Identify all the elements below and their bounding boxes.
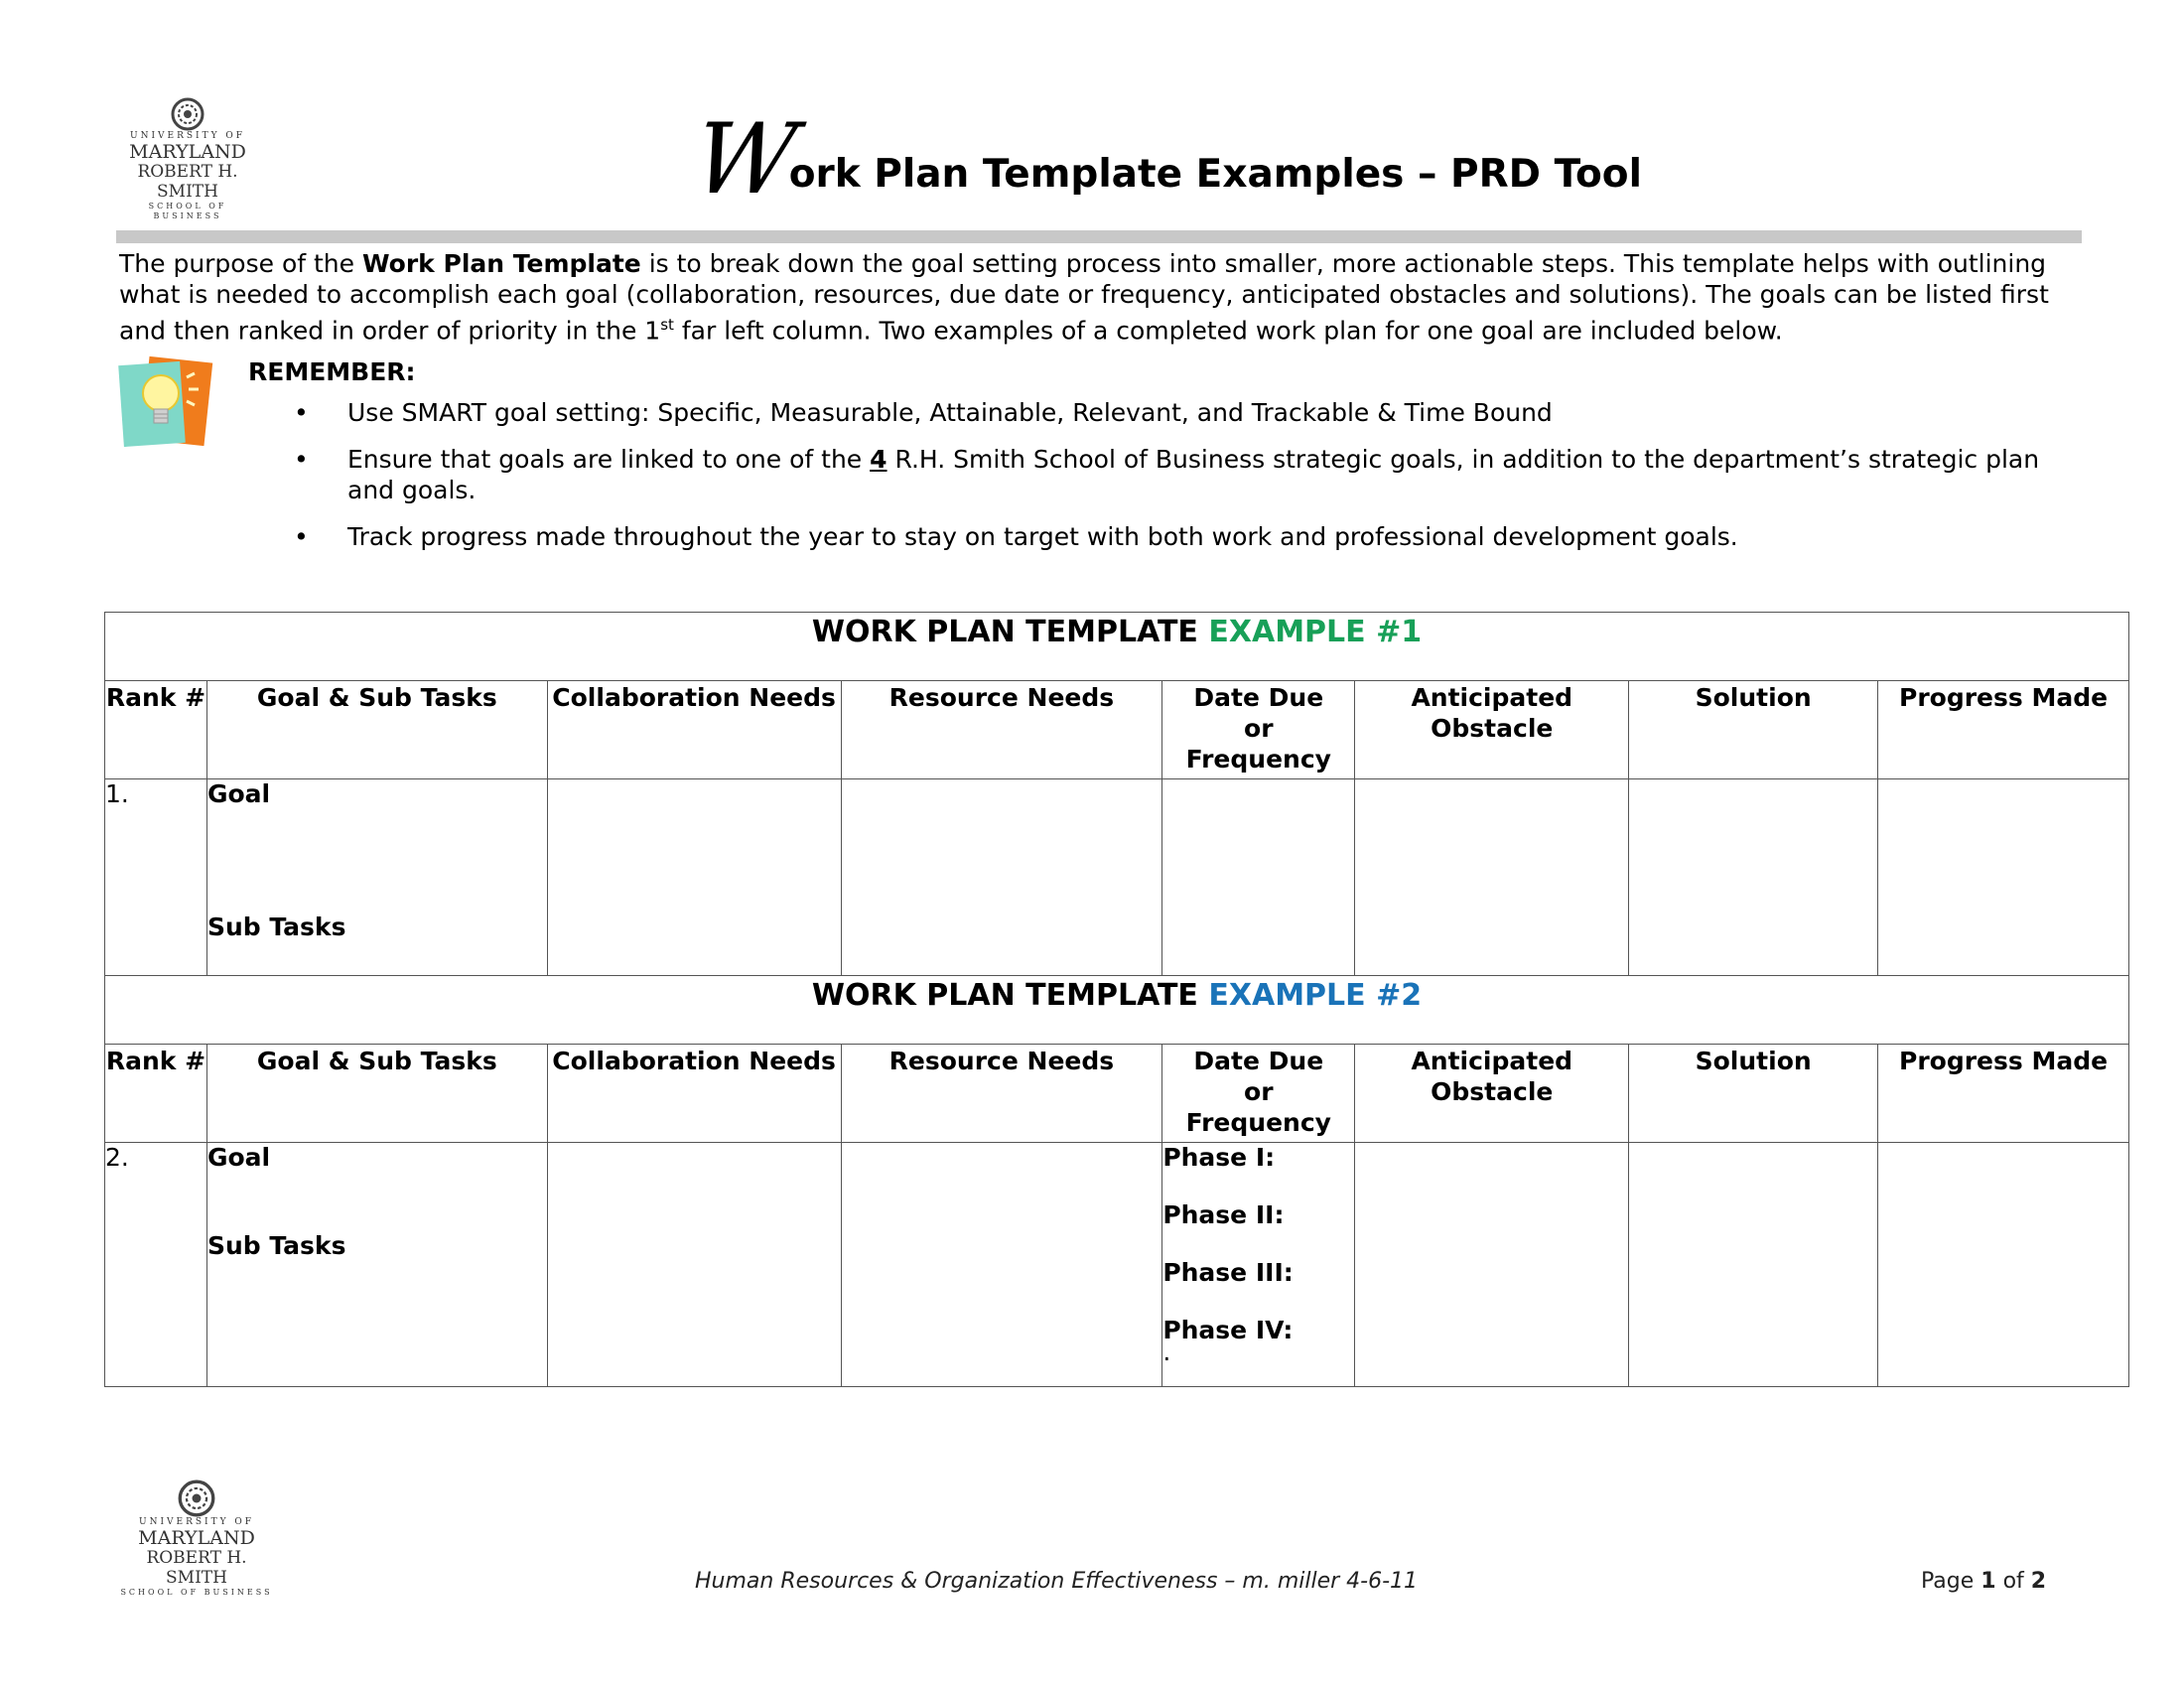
list-item (294, 521, 2085, 552)
header-resource: Resource Needs (841, 1045, 1162, 1143)
header-obstacle: Anticipated Obstacle (1355, 681, 1629, 779)
header-collab: Collaboration Needs (547, 681, 841, 779)
title-initial: W (686, 103, 803, 216)
remember-list (294, 397, 2085, 568)
intro-bold: Work Plan Template (361, 249, 641, 278)
phase-2-label: Phase II: (1162, 1200, 1285, 1229)
table-row (105, 1045, 2129, 1143)
example1-collab-cell (547, 779, 841, 976)
table-row (105, 779, 2129, 976)
example1-rank: 1. (105, 779, 207, 976)
example1-solution-cell (1629, 779, 1878, 976)
work-plan-table (104, 612, 2129, 1387)
remember-heading: REMEMBER: (248, 357, 416, 386)
bullet2-number: 4 (870, 445, 887, 474)
table-row (105, 681, 2129, 779)
example2-band-label: EXAMPLE #2 (1208, 978, 1423, 1013)
logo-line-university: UNIVERSITY OF (129, 131, 245, 141)
header-date: Date Due or Frequency (1162, 681, 1355, 779)
example1-band-label: EXAMPLE #1 (1208, 615, 1423, 649)
trailing-period: . (1162, 1337, 1171, 1366)
logo-line-university: UNIVERSITY OF (138, 1517, 254, 1527)
table-row (105, 976, 2129, 1045)
intro-part-1: The purpose of the (119, 249, 362, 278)
example2-heading (105, 976, 2129, 1045)
header-goal: Goal & Sub Tasks (206, 681, 547, 779)
title-rule (116, 230, 2082, 243)
table-row (105, 613, 2129, 681)
intro-part-3: far left column. Two examples of a completed work plan for one goal are included below. (673, 316, 1783, 346)
bullet-text-smart: Use SMART goal setting: Specific, Measurable, Attainable, Relevant, and Trackable & Time Bound (347, 398, 1553, 427)
example2-collab-cell (547, 1143, 841, 1387)
bullet-icon: • (294, 445, 309, 474)
bullet-text-track: Track progress made throughout the year to stay on target with both work and professional development goals. (347, 522, 1738, 551)
lightbulb-icon (117, 355, 214, 450)
page-title (686, 103, 1642, 216)
page-number: Page 1 of 2 (1921, 1569, 2047, 1594)
header-collab: Collaboration Needs (547, 1045, 841, 1143)
bullet2-post: R.H. Smith School of Business strategic goals, in addition to the department’s strategic plan and goals. (347, 445, 2040, 504)
example1-heading (105, 613, 2129, 681)
logo-line-smith: ROBERT H. SMITH (146, 1548, 247, 1588)
university-logo-top (117, 97, 258, 221)
header-obstacle: Anticipated Obstacle (1355, 1045, 1629, 1143)
logo-line-maryland: MARYLAND (129, 141, 246, 163)
header-progress: Progress Made (1878, 681, 2129, 779)
example2-goal-cell (206, 1143, 547, 1387)
header-progress: Progress Made (1878, 1045, 2129, 1143)
footer-text: Human Resources & Organization Effectiveness – m. miller 4-6-11 (695, 1569, 1419, 1594)
logo-line-school: SCHOOL OF BUSINESS (120, 1588, 273, 1597)
header-date: Date Due or Frequency (1162, 1045, 1355, 1143)
example1-date-cell (1162, 779, 1355, 976)
phase-3-label: Phase III: (1162, 1258, 1294, 1287)
logo-line-school: SCHOOL OF BUSINESS (148, 202, 227, 220)
example2-band-prefix: WORK PLAN TEMPLATE (811, 978, 1209, 1013)
title-text: ork Plan Template Examples – PRD Tool (788, 152, 1642, 197)
example2-progress-cell (1878, 1143, 2129, 1387)
header-solution: Solution (1629, 1045, 1878, 1143)
intro-sup: st (660, 316, 674, 334)
example2-subtasks-label: Sub Tasks (206, 1231, 346, 1260)
seal-icon (178, 1479, 215, 1517)
intro-paragraph (119, 248, 2065, 346)
header-rank: Rank # (105, 681, 207, 779)
phase-1-label: Phase I: (1162, 1143, 1276, 1172)
bullet2-pre: Ensure that goals are linked to one of the (347, 445, 871, 474)
header-solution: Solution (1629, 681, 1878, 779)
example1-band-prefix: WORK PLAN TEMPLATE (811, 615, 1209, 649)
university-logo-bottom (117, 1479, 276, 1598)
logo-line-maryland: MARYLAND (138, 1527, 255, 1549)
header-rank: Rank # (105, 1045, 207, 1143)
example1-goal-cell (206, 779, 547, 976)
bullet-text-strategic (347, 444, 2085, 505)
example2-solution-cell (1629, 1143, 1878, 1387)
table-row (105, 1143, 2129, 1387)
example2-obstacle-cell (1355, 1143, 1629, 1387)
example2-goal-label: Goal (206, 1143, 271, 1172)
example1-resource-cell (841, 779, 1162, 976)
intro-part-2: is to break down the goal setting process into smaller, more actionable steps. This template helps with outlining what is needed to accomplish each goal (collaboration, resources, due date or frequency, anticipated obstacles and solutions). The goals can be listed first and then ranked in order of priority in the 1 (119, 249, 2049, 346)
logo-line-smith: ROBERT H. SMITH (137, 162, 238, 202)
example1-obstacle-cell (1355, 779, 1629, 976)
example1-subtasks-label: Sub Tasks (206, 913, 346, 941)
example2-date-cell (1162, 1143, 1355, 1387)
example1-goal-label: Goal (206, 779, 271, 808)
example1-progress-cell (1878, 779, 2129, 976)
example2-resource-cell (841, 1143, 1162, 1387)
seal-icon (171, 97, 205, 131)
bullet-icon: • (294, 522, 309, 551)
list-item (294, 444, 2085, 505)
header-resource: Resource Needs (841, 681, 1162, 779)
phase-4-label: Phase IV: (1162, 1316, 1294, 1344)
list-item (294, 397, 2085, 428)
example2-rank: 2. (105, 1143, 207, 1387)
bullet-icon: • (294, 398, 309, 427)
header-goal: Goal & Sub Tasks (206, 1045, 547, 1143)
